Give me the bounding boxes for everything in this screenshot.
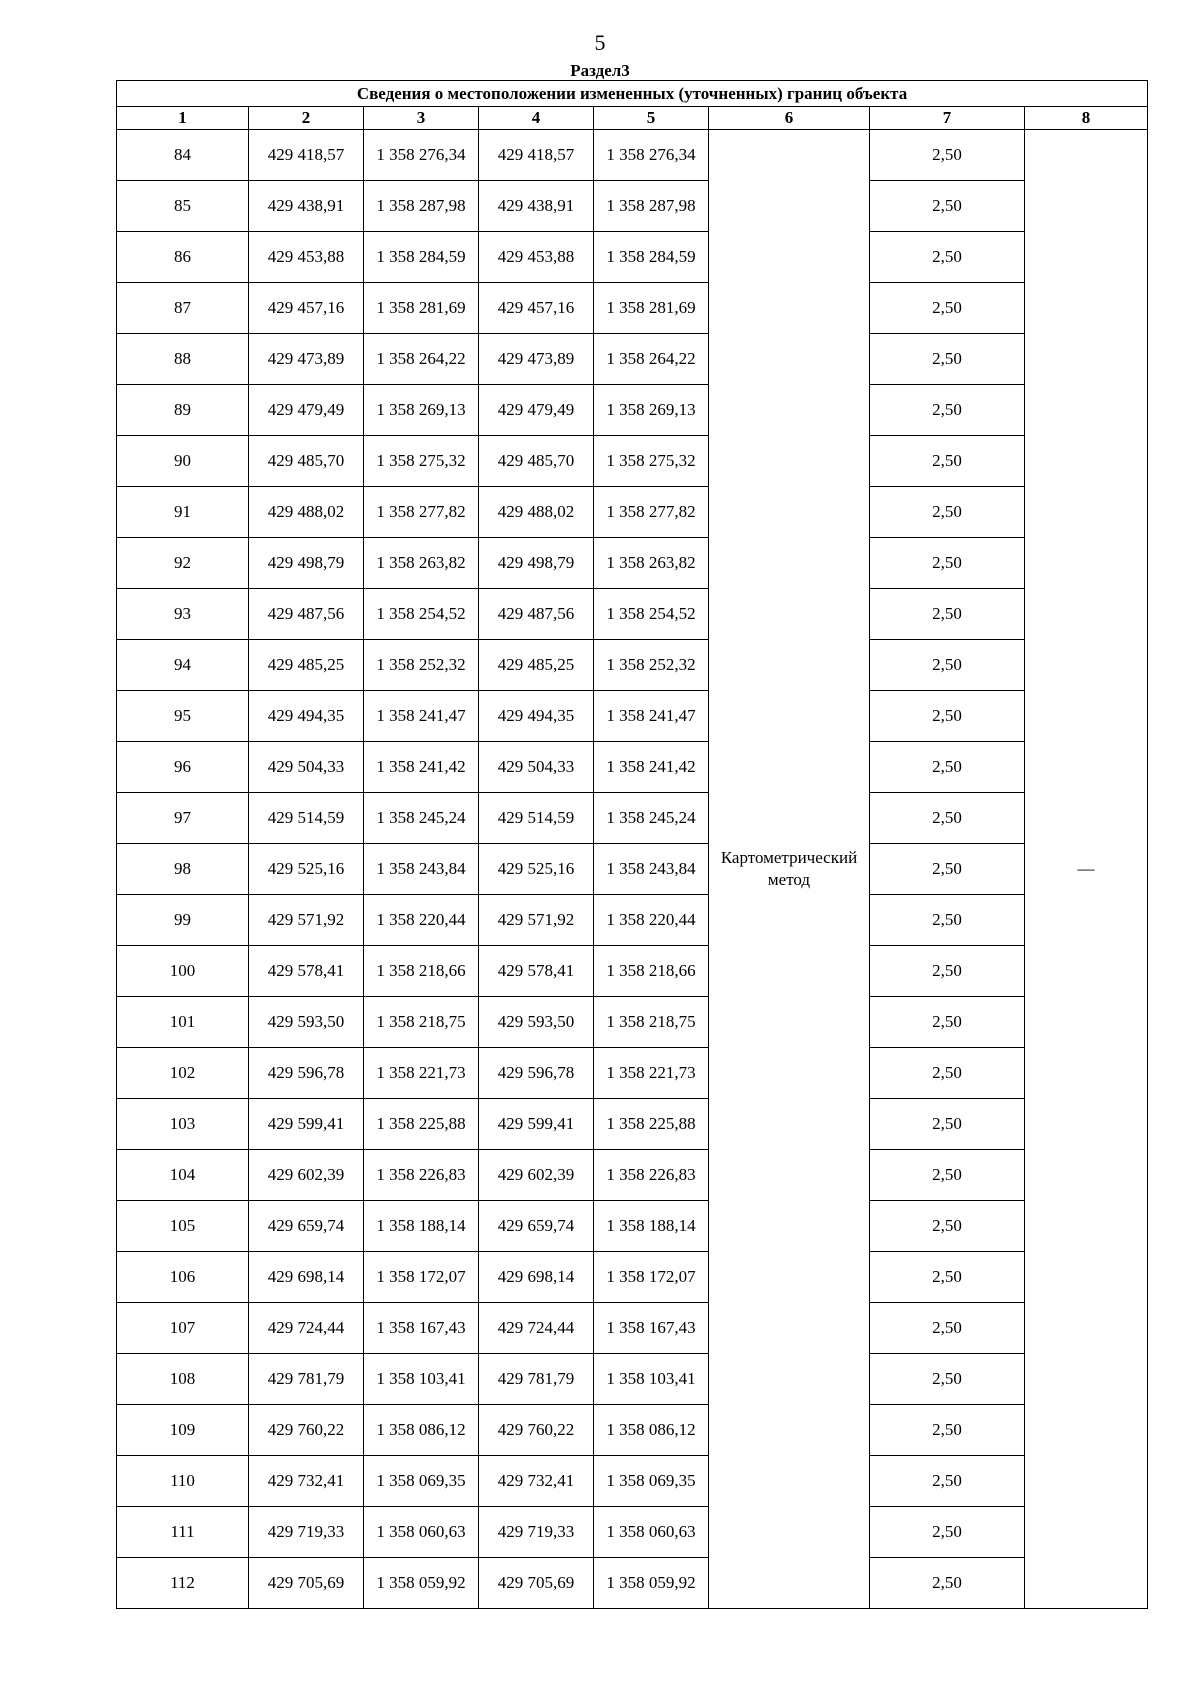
accuracy-cell: 2,50 xyxy=(870,1201,1025,1252)
table-row xyxy=(117,1099,1148,1150)
accuracy-cell: 2,50 xyxy=(870,181,1025,232)
point-number-cell: 87 xyxy=(117,283,249,334)
x-coordinate-cell: 429 494,35 xyxy=(479,691,594,742)
table-row xyxy=(117,1048,1148,1099)
y-coordinate-cell: 1 358 269,13 xyxy=(364,385,479,436)
accuracy-cell: 2,50 xyxy=(870,1405,1025,1456)
table-row xyxy=(117,385,1148,436)
y-coordinate-cell: 1 358 287,98 xyxy=(594,181,709,232)
x-coordinate-cell: 429 732,41 xyxy=(249,1456,364,1507)
point-number-cell: 100 xyxy=(117,946,249,997)
x-coordinate-cell: 429 698,14 xyxy=(479,1252,594,1303)
y-coordinate-cell: 1 358 281,69 xyxy=(594,283,709,334)
accuracy-cell: 2,50 xyxy=(870,334,1025,385)
y-coordinate-cell: 1 358 245,24 xyxy=(594,793,709,844)
x-coordinate-cell: 429 498,79 xyxy=(249,538,364,589)
point-number-cell: 90 xyxy=(117,436,249,487)
x-coordinate-cell: 429 599,41 xyxy=(249,1099,364,1150)
column-number-header: 5 xyxy=(594,107,709,130)
x-coordinate-cell: 429 485,70 xyxy=(249,436,364,487)
y-coordinate-cell: 1 358 221,73 xyxy=(364,1048,479,1099)
x-coordinate-cell: 429 578,41 xyxy=(249,946,364,997)
y-coordinate-cell: 1 358 069,35 xyxy=(364,1456,479,1507)
y-coordinate-cell: 1 358 269,13 xyxy=(594,385,709,436)
accuracy-cell: 2,50 xyxy=(870,1456,1025,1507)
point-number-cell: 85 xyxy=(117,181,249,232)
x-coordinate-cell: 429 659,74 xyxy=(479,1201,594,1252)
accuracy-cell: 2,50 xyxy=(870,436,1025,487)
point-number-cell: 101 xyxy=(117,997,249,1048)
accuracy-cell: 2,50 xyxy=(870,232,1025,283)
table-row xyxy=(117,538,1148,589)
y-coordinate-cell: 1 358 060,63 xyxy=(594,1507,709,1558)
table-row xyxy=(117,1456,1148,1507)
table-row xyxy=(117,1354,1148,1405)
x-coordinate-cell: 429 593,50 xyxy=(249,997,364,1048)
table-title: Сведения о местоположении измененных (уточненных) границ объекта xyxy=(117,81,1148,107)
accuracy-cell: 2,50 xyxy=(870,844,1025,895)
y-coordinate-cell: 1 358 218,75 xyxy=(364,997,479,1048)
accuracy-cell: 2,50 xyxy=(870,283,1025,334)
y-coordinate-cell: 1 358 059,92 xyxy=(364,1558,479,1609)
accuracy-cell: 2,50 xyxy=(870,1303,1025,1354)
column-number-header: 3 xyxy=(364,107,479,130)
x-coordinate-cell: 429 473,89 xyxy=(479,334,594,385)
accuracy-cell: 2,50 xyxy=(870,487,1025,538)
boundary-coordinates-table xyxy=(116,80,1148,1609)
point-number-cell: 105 xyxy=(117,1201,249,1252)
table-row xyxy=(117,130,1148,181)
table-row xyxy=(117,1558,1148,1609)
accuracy-cell: 2,50 xyxy=(870,946,1025,997)
y-coordinate-cell: 1 358 275,32 xyxy=(364,436,479,487)
table-row xyxy=(117,844,1148,895)
y-coordinate-cell: 1 358 103,41 xyxy=(594,1354,709,1405)
y-coordinate-cell: 1 358 245,24 xyxy=(364,793,479,844)
accuracy-cell: 2,50 xyxy=(870,793,1025,844)
x-coordinate-cell: 429 457,16 xyxy=(479,283,594,334)
y-coordinate-cell: 1 358 225,88 xyxy=(364,1099,479,1150)
y-coordinate-cell: 1 358 225,88 xyxy=(594,1099,709,1150)
x-coordinate-cell: 429 732,41 xyxy=(479,1456,594,1507)
y-coordinate-cell: 1 358 221,73 xyxy=(594,1048,709,1099)
x-coordinate-cell: 429 438,91 xyxy=(479,181,594,232)
y-coordinate-cell: 1 358 226,83 xyxy=(594,1150,709,1201)
y-coordinate-cell: 1 358 287,98 xyxy=(364,181,479,232)
accuracy-cell: 2,50 xyxy=(870,130,1025,181)
table-row xyxy=(117,793,1148,844)
column-number-header: 4 xyxy=(479,107,594,130)
x-coordinate-cell: 429 760,22 xyxy=(249,1405,364,1456)
x-coordinate-cell: 429 760,22 xyxy=(479,1405,594,1456)
y-coordinate-cell: 1 358 252,32 xyxy=(594,640,709,691)
y-coordinate-cell: 1 358 241,47 xyxy=(364,691,479,742)
y-coordinate-cell: 1 358 264,22 xyxy=(364,334,479,385)
page-number: 5 xyxy=(594,30,606,55)
point-number-cell: 109 xyxy=(117,1405,249,1456)
x-coordinate-cell: 429 705,69 xyxy=(479,1558,594,1609)
accuracy-cell: 2,50 xyxy=(870,1354,1025,1405)
table-row xyxy=(117,181,1148,232)
point-number-cell: 92 xyxy=(117,538,249,589)
x-coordinate-cell: 429 599,41 xyxy=(479,1099,594,1150)
point-number-cell: 103 xyxy=(117,1099,249,1150)
y-coordinate-cell: 1 358 241,42 xyxy=(364,742,479,793)
method-cell: Картометрический метод xyxy=(709,130,870,1609)
point-number-cell: 104 xyxy=(117,1150,249,1201)
note-cell: — xyxy=(1025,130,1148,1609)
point-number-cell: 96 xyxy=(117,742,249,793)
x-coordinate-cell: 429 438,91 xyxy=(249,181,364,232)
point-number-cell: 97 xyxy=(117,793,249,844)
x-coordinate-cell: 429 724,44 xyxy=(249,1303,364,1354)
y-coordinate-cell: 1 358 167,43 xyxy=(594,1303,709,1354)
x-coordinate-cell: 429 487,56 xyxy=(479,589,594,640)
y-coordinate-cell: 1 358 264,22 xyxy=(594,334,709,385)
x-coordinate-cell: 429 485,70 xyxy=(479,436,594,487)
table-row xyxy=(117,1405,1148,1456)
point-number-cell: 106 xyxy=(117,1252,249,1303)
point-number-cell: 99 xyxy=(117,895,249,946)
x-coordinate-cell: 429 504,33 xyxy=(479,742,594,793)
table-row xyxy=(117,946,1148,997)
x-coordinate-cell: 429 488,02 xyxy=(479,487,594,538)
table-row xyxy=(117,997,1148,1048)
x-coordinate-cell: 429 724,44 xyxy=(479,1303,594,1354)
x-coordinate-cell: 429 485,25 xyxy=(479,640,594,691)
x-coordinate-cell: 429 571,92 xyxy=(249,895,364,946)
table-row xyxy=(117,1507,1148,1558)
point-number-cell: 102 xyxy=(117,1048,249,1099)
accuracy-cell: 2,50 xyxy=(870,997,1025,1048)
column-number-header: 8 xyxy=(1025,107,1148,130)
y-coordinate-cell: 1 358 276,34 xyxy=(364,130,479,181)
table-row xyxy=(117,232,1148,283)
table-row xyxy=(117,334,1148,385)
point-number-cell: 84 xyxy=(117,130,249,181)
table-row xyxy=(117,1150,1148,1201)
y-coordinate-cell: 1 358 277,82 xyxy=(364,487,479,538)
y-coordinate-cell: 1 358 284,59 xyxy=(364,232,479,283)
x-coordinate-cell: 429 571,92 xyxy=(479,895,594,946)
x-coordinate-cell: 429 494,35 xyxy=(249,691,364,742)
table-row xyxy=(117,691,1148,742)
x-coordinate-cell: 429 514,59 xyxy=(249,793,364,844)
y-coordinate-cell: 1 358 254,52 xyxy=(364,589,479,640)
point-number-cell: 107 xyxy=(117,1303,249,1354)
accuracy-cell: 2,50 xyxy=(870,742,1025,793)
y-coordinate-cell: 1 358 060,63 xyxy=(364,1507,479,1558)
x-coordinate-cell: 429 498,79 xyxy=(479,538,594,589)
y-coordinate-cell: 1 358 218,66 xyxy=(594,946,709,997)
x-coordinate-cell: 429 488,02 xyxy=(249,487,364,538)
x-coordinate-cell: 429 593,50 xyxy=(479,997,594,1048)
y-coordinate-cell: 1 358 218,75 xyxy=(594,997,709,1048)
point-number-cell: 94 xyxy=(117,640,249,691)
y-coordinate-cell: 1 358 243,84 xyxy=(364,844,479,895)
y-coordinate-cell: 1 358 263,82 xyxy=(364,538,479,589)
accuracy-cell: 2,50 xyxy=(870,1507,1025,1558)
x-coordinate-cell: 429 504,33 xyxy=(249,742,364,793)
x-coordinate-cell: 429 418,57 xyxy=(249,130,364,181)
x-coordinate-cell: 429 485,25 xyxy=(249,640,364,691)
y-coordinate-cell: 1 358 263,82 xyxy=(594,538,709,589)
y-coordinate-cell: 1 358 220,44 xyxy=(594,895,709,946)
table-row xyxy=(117,640,1148,691)
y-coordinate-cell: 1 358 241,47 xyxy=(594,691,709,742)
y-coordinate-cell: 1 358 226,83 xyxy=(364,1150,479,1201)
accuracy-cell: 2,50 xyxy=(870,1558,1025,1609)
y-coordinate-cell: 1 358 284,59 xyxy=(594,232,709,283)
x-coordinate-cell: 429 453,88 xyxy=(249,232,364,283)
x-coordinate-cell: 429 453,88 xyxy=(479,232,594,283)
y-coordinate-cell: 1 358 188,14 xyxy=(594,1201,709,1252)
column-number-header: 7 xyxy=(870,107,1025,130)
y-coordinate-cell: 1 358 281,69 xyxy=(364,283,479,334)
x-coordinate-cell: 429 578,41 xyxy=(479,946,594,997)
y-coordinate-cell: 1 358 275,32 xyxy=(594,436,709,487)
x-coordinate-cell: 429 596,78 xyxy=(479,1048,594,1099)
x-coordinate-cell: 429 781,79 xyxy=(479,1354,594,1405)
x-coordinate-cell: 429 418,57 xyxy=(479,130,594,181)
y-coordinate-cell: 1 358 241,42 xyxy=(594,742,709,793)
y-coordinate-cell: 1 358 220,44 xyxy=(364,895,479,946)
y-coordinate-cell: 1 358 243,84 xyxy=(594,844,709,895)
y-coordinate-cell: 1 358 218,66 xyxy=(364,946,479,997)
column-number-header: 6 xyxy=(709,107,870,130)
table-row xyxy=(117,1201,1148,1252)
y-coordinate-cell: 1 358 277,82 xyxy=(594,487,709,538)
x-coordinate-cell: 429 525,16 xyxy=(249,844,364,895)
point-number-cell: 86 xyxy=(117,232,249,283)
x-coordinate-cell: 429 698,14 xyxy=(249,1252,364,1303)
column-number-header: 1 xyxy=(117,107,249,130)
table-row xyxy=(117,1252,1148,1303)
x-coordinate-cell: 429 479,49 xyxy=(479,385,594,436)
x-coordinate-cell: 429 487,56 xyxy=(249,589,364,640)
accuracy-cell: 2,50 xyxy=(870,1252,1025,1303)
y-coordinate-cell: 1 358 188,14 xyxy=(364,1201,479,1252)
x-coordinate-cell: 429 479,49 xyxy=(249,385,364,436)
y-coordinate-cell: 1 358 086,12 xyxy=(364,1405,479,1456)
x-coordinate-cell: 429 719,33 xyxy=(479,1507,594,1558)
x-coordinate-cell: 429 781,79 xyxy=(249,1354,364,1405)
y-coordinate-cell: 1 358 172,07 xyxy=(364,1252,479,1303)
table-row xyxy=(117,895,1148,946)
x-coordinate-cell: 429 514,59 xyxy=(479,793,594,844)
table-body xyxy=(117,130,1148,1609)
y-coordinate-cell: 1 358 252,32 xyxy=(364,640,479,691)
y-coordinate-cell: 1 358 103,41 xyxy=(364,1354,479,1405)
point-number-cell: 112 xyxy=(117,1558,249,1609)
y-coordinate-cell: 1 358 059,92 xyxy=(594,1558,709,1609)
table-row xyxy=(117,742,1148,793)
point-number-cell: 88 xyxy=(117,334,249,385)
y-coordinate-cell: 1 358 069,35 xyxy=(594,1456,709,1507)
x-coordinate-cell: 429 457,16 xyxy=(249,283,364,334)
accuracy-cell: 2,50 xyxy=(870,1150,1025,1201)
table-row xyxy=(117,1303,1148,1354)
table-row xyxy=(117,283,1148,334)
point-number-cell: 110 xyxy=(117,1456,249,1507)
x-coordinate-cell: 429 602,39 xyxy=(249,1150,364,1201)
accuracy-cell: 2,50 xyxy=(870,385,1025,436)
point-number-cell: 111 xyxy=(117,1507,249,1558)
accuracy-cell: 2,50 xyxy=(870,538,1025,589)
y-coordinate-cell: 1 358 276,34 xyxy=(594,130,709,181)
y-coordinate-cell: 1 358 172,07 xyxy=(594,1252,709,1303)
accuracy-cell: 2,50 xyxy=(870,1099,1025,1150)
y-coordinate-cell: 1 358 086,12 xyxy=(594,1405,709,1456)
y-coordinate-cell: 1 358 254,52 xyxy=(594,589,709,640)
accuracy-cell: 2,50 xyxy=(870,895,1025,946)
point-number-cell: 95 xyxy=(117,691,249,742)
table-row xyxy=(117,436,1148,487)
point-number-cell: 91 xyxy=(117,487,249,538)
x-coordinate-cell: 429 602,39 xyxy=(479,1150,594,1201)
x-coordinate-cell: 429 596,78 xyxy=(249,1048,364,1099)
x-coordinate-cell: 429 525,16 xyxy=(479,844,594,895)
point-number-cell: 89 xyxy=(117,385,249,436)
accuracy-cell: 2,50 xyxy=(870,589,1025,640)
x-coordinate-cell: 429 705,69 xyxy=(249,1558,364,1609)
y-coordinate-cell: 1 358 167,43 xyxy=(364,1303,479,1354)
x-coordinate-cell: 429 719,33 xyxy=(249,1507,364,1558)
table-row xyxy=(117,487,1148,538)
point-number-cell: 93 xyxy=(117,589,249,640)
point-number-cell: 108 xyxy=(117,1354,249,1405)
x-coordinate-cell: 429 473,89 xyxy=(249,334,364,385)
column-number-header: 2 xyxy=(249,107,364,130)
accuracy-cell: 2,50 xyxy=(870,691,1025,742)
section-heading: Раздел3 xyxy=(570,61,630,80)
accuracy-cell: 2,50 xyxy=(870,1048,1025,1099)
table-row xyxy=(117,589,1148,640)
accuracy-cell: 2,50 xyxy=(870,640,1025,691)
point-number-cell: 98 xyxy=(117,844,249,895)
x-coordinate-cell: 429 659,74 xyxy=(249,1201,364,1252)
